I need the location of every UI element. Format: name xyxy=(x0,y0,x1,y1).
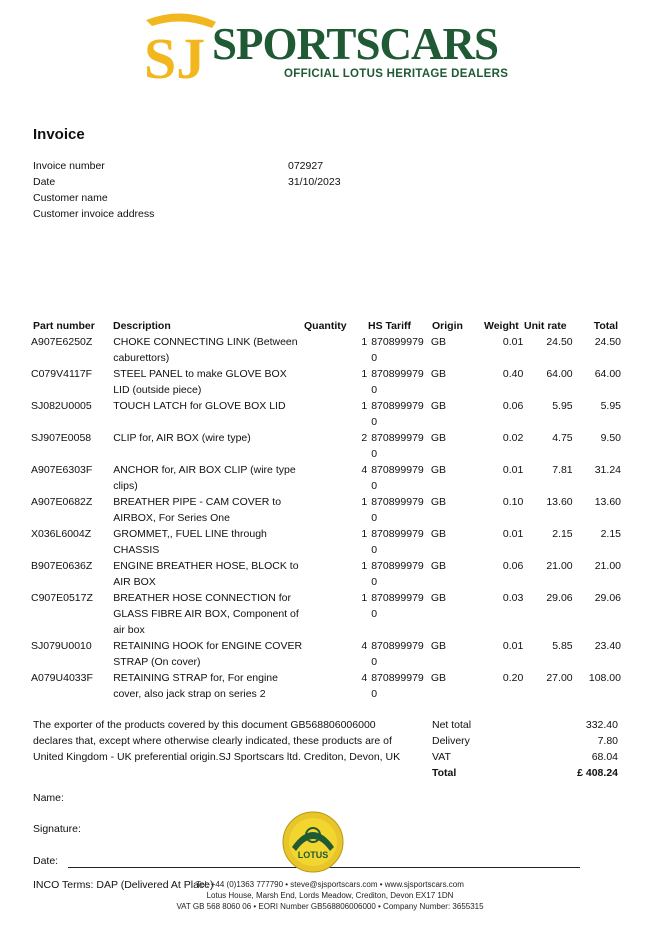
quantity: 1 xyxy=(361,368,368,380)
part-description: RETAINING HOOK for ENGINE COVER STRAP (On cover) xyxy=(113,640,303,668)
quantity: 2 xyxy=(361,432,368,444)
line-total: 64.00 xyxy=(594,368,621,380)
hs-tariff: 8708999790 xyxy=(371,640,424,668)
part-description: ANCHOR for, AIR BOX CLIP (wire type clips) xyxy=(113,464,296,492)
line-total: 29.06 xyxy=(594,592,621,604)
line-total: 23.40 xyxy=(594,640,621,652)
part-number: B907E0636Z xyxy=(31,560,93,572)
unit-rate: 2.15 xyxy=(552,528,573,540)
table-row xyxy=(31,462,621,494)
quantity: 1 xyxy=(361,336,368,348)
quantity: 4 xyxy=(361,672,368,684)
line-total: 24.50 xyxy=(594,336,621,348)
hs-tariff: 8708999790 xyxy=(371,672,424,700)
hs-tariff: 8708999790 xyxy=(371,592,424,620)
table-row xyxy=(31,430,621,462)
quantity: 1 xyxy=(361,528,368,540)
part-description: CLIP for, AIR BOX (wire type) xyxy=(113,432,251,444)
lotus-badge-icon xyxy=(282,811,344,873)
invoice-number-label: Invoice number xyxy=(33,160,105,172)
quantity: 4 xyxy=(361,464,368,476)
origin: GB xyxy=(430,560,446,572)
line-total: 13.60 xyxy=(594,496,621,508)
quantity: 1 xyxy=(361,496,368,508)
footer-contact: Tel: +44 (0)1363 777790 • steve@sjsportscars.com • www.sjsportscars.com xyxy=(196,880,464,889)
table-row xyxy=(31,398,621,430)
logo-initials: SJ xyxy=(144,26,206,86)
origin: GB xyxy=(430,400,446,412)
quantity: 1 xyxy=(361,400,368,412)
origin: GB xyxy=(430,464,446,476)
origin: GB xyxy=(430,432,446,444)
name-label: Name: xyxy=(33,792,64,804)
part-number: SJ907E0058 xyxy=(31,432,92,444)
weight: 0.01 xyxy=(502,640,524,652)
date-label: Date xyxy=(33,176,56,188)
export-declaration: The exporter of the products covered by this document GB568806006000 declares that, except where otherwise clearly indicated, these products are of United Kingdom - UK preferential origin.SJ Sportscars ltd. Crediton, Devon, UK xyxy=(33,719,401,763)
logo-name: SPORTSCARS xyxy=(212,19,498,69)
weight: 0.06 xyxy=(502,400,524,412)
net-total-value: 332.40 xyxy=(585,719,618,731)
quantity: 1 xyxy=(361,592,368,604)
weight: 0.06 xyxy=(502,560,524,572)
hs-tariff: 8708999790 xyxy=(371,496,424,524)
weight: 0.01 xyxy=(502,528,524,540)
sj-logo-mark xyxy=(142,12,220,86)
unit-rate: 21.00 xyxy=(546,560,573,572)
part-description: BREATHER HOSE CONNECTION for GLASS FIBRE AIR BOX, Component of air box xyxy=(113,592,299,636)
hs-tariff: 8708999790 xyxy=(371,400,424,428)
weight: 0.03 xyxy=(502,592,524,604)
col-header-quantity: Quantity xyxy=(304,320,347,332)
logo-tagline: OFFICIAL LOTUS HERITAGE DEALERS xyxy=(284,68,509,80)
customer-address-label: Customer invoice address xyxy=(33,208,155,220)
table-row xyxy=(31,670,621,702)
part-number: C079V4117F xyxy=(31,368,93,380)
part-description: TOUCH LATCH for GLOVE BOX LID xyxy=(113,400,286,412)
part-description: GROMMET,, FUEL LINE through CHASSIS xyxy=(113,528,267,556)
col-header-weight: Weight xyxy=(484,320,519,332)
unit-rate: 64.00 xyxy=(546,368,573,380)
col-header-unit-rate: Unit rate xyxy=(524,320,567,332)
table-row xyxy=(31,638,621,670)
line-total: 5.95 xyxy=(600,400,621,412)
hs-tariff: 8708999790 xyxy=(371,432,424,460)
grand-total-value: £ 408.24 xyxy=(577,767,618,779)
unit-rate: 4.75 xyxy=(552,432,573,444)
origin: GB xyxy=(430,528,446,540)
line-total: 9.50 xyxy=(600,432,621,444)
part-description: STEEL PANEL to make GLOVE BOX LID (outside piece) xyxy=(113,368,287,396)
weight: 0.20 xyxy=(502,672,524,684)
unit-rate: 27.00 xyxy=(546,672,573,684)
weight: 0.10 xyxy=(502,496,524,508)
date-sign-label: Date: xyxy=(33,855,59,867)
hs-tariff: 8708999790 xyxy=(371,464,424,492)
origin: GB xyxy=(430,592,446,604)
lotus-badge-text: LOTUS xyxy=(297,850,329,860)
weight: 0.40 xyxy=(502,368,524,380)
footer-address: Lotus House, Marsh End, Lords Meadow, Crediton, Devon EX17 1DN xyxy=(206,891,454,900)
col-header-hs-tariff: HS Tariff xyxy=(368,320,411,332)
origin: GB xyxy=(430,672,446,684)
part-number: X036L6004Z xyxy=(31,528,92,540)
table-row xyxy=(31,590,621,638)
hs-tariff: 8708999790 xyxy=(371,528,424,556)
weight: 0.01 xyxy=(502,336,524,348)
col-header-part: Part number xyxy=(33,320,95,332)
quantity: 4 xyxy=(361,640,368,652)
col-header-total: Total xyxy=(593,320,618,332)
unit-rate: 24.50 xyxy=(546,336,573,348)
date-value: 31/10/2023 xyxy=(288,176,341,188)
invoice-title: Invoice xyxy=(33,126,85,143)
vat-value: 68.04 xyxy=(591,751,618,763)
part-description: RETAINING STRAP for, For engine cover, also jack strap on series 2 xyxy=(113,672,278,700)
part-number: C907E0517Z xyxy=(31,592,93,604)
col-header-origin: Origin xyxy=(432,320,463,332)
hs-tariff: 8708999790 xyxy=(371,368,424,396)
part-number: SJ079U0010 xyxy=(31,640,92,652)
line-total: 21.00 xyxy=(594,560,621,572)
customer-name-label: Customer name xyxy=(33,192,108,204)
hs-tariff: 8708999790 xyxy=(371,336,424,364)
weight: 0.01 xyxy=(502,464,524,476)
signature-label: Signature: xyxy=(33,823,81,835)
vat-label: VAT xyxy=(432,751,451,763)
unit-rate: 5.95 xyxy=(552,400,573,412)
part-description: CHOKE CONNECTING LINK (Between caburettors) xyxy=(113,336,298,364)
origin: GB xyxy=(430,368,446,380)
col-header-description: Description xyxy=(113,320,171,332)
origin: GB xyxy=(430,640,446,652)
part-number: SJ082U0005 xyxy=(31,400,92,412)
items-table xyxy=(31,334,621,702)
net-total-label: Net total xyxy=(432,719,472,731)
origin: GB xyxy=(430,336,446,348)
table-row xyxy=(31,526,621,558)
part-description: ENGINE BREATHER HOSE, BLOCK to AIR BOX xyxy=(113,560,299,588)
part-number: A907E6250Z xyxy=(31,336,93,348)
line-total: 2.15 xyxy=(600,528,621,540)
table-row xyxy=(31,494,621,526)
origin: GB xyxy=(430,496,446,508)
invoice-number-value: 072927 xyxy=(288,160,324,172)
footer-registration: VAT GB 568 8060 06 • EORI Number GB568806006000 • Company Number: 3655315 xyxy=(176,902,484,911)
line-total: 31.24 xyxy=(594,464,621,476)
part-number: A907E0682Z xyxy=(31,496,93,508)
hs-tariff: 8708999790 xyxy=(371,560,424,588)
part-number: A907E6303F xyxy=(31,464,93,476)
table-row xyxy=(31,366,621,398)
delivery-value: 7.80 xyxy=(597,735,618,747)
table-row xyxy=(31,334,621,366)
quantity: 1 xyxy=(361,560,368,572)
unit-rate: 5.85 xyxy=(552,640,573,652)
unit-rate: 29.06 xyxy=(546,592,573,604)
unit-rate: 13.60 xyxy=(546,496,573,508)
unit-rate: 7.81 xyxy=(552,464,573,476)
part-description: BREATHER PIPE - CAM COVER to AIRBOX, For Series One xyxy=(113,496,282,524)
weight: 0.02 xyxy=(502,432,524,444)
line-total: 108.00 xyxy=(588,672,621,684)
part-number: A079U4033F xyxy=(31,672,93,684)
grand-total-label: Total xyxy=(432,767,457,779)
delivery-label: Delivery xyxy=(432,735,470,747)
table-row xyxy=(31,558,621,590)
inco-terms: INCO Terms: DAP (Delivered At Place) xyxy=(33,879,214,891)
